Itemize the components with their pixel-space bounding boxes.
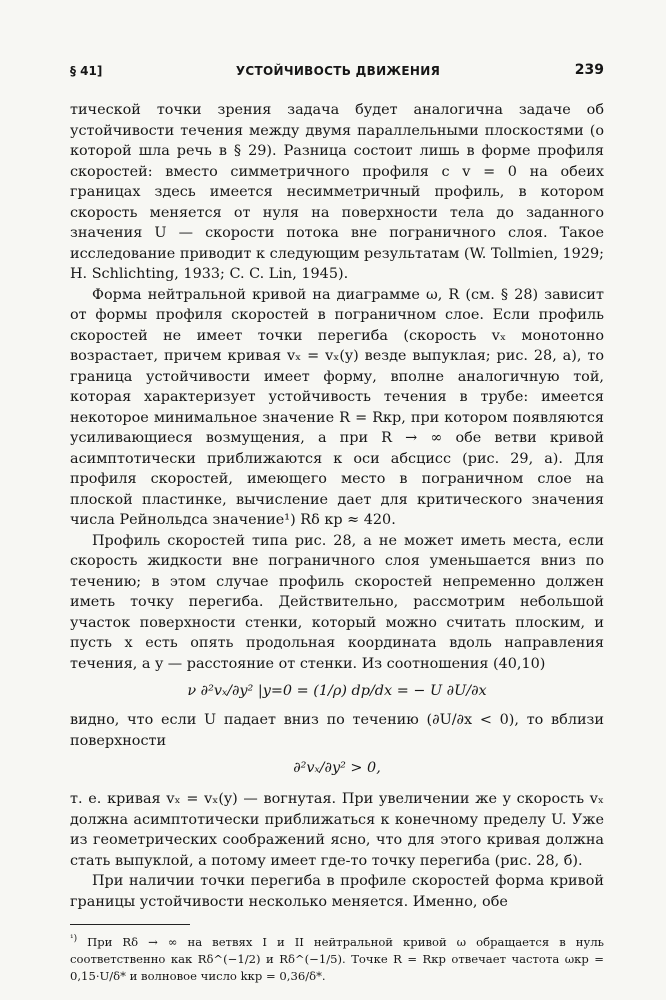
footnote-mark: ¹) [70,934,78,944]
paragraph-4: видно, что если U падает вниз по течению (∂U/∂x < 0), то вблизи поверхности [70,712,604,749]
equation-2: ∂²vₓ/∂y² > 0, [293,760,381,776]
page-body [70,100,604,985]
footnote-rule [70,924,190,925]
running-title: УСТОЙЧИВОСТЬ ДВИЖЕНИЯ [235,64,441,78]
paragraph-1: тической точки зрения задача будет аналогична задаче об устойчивости течения между двумя параллельными плоскостями (о которой шла речь в § 29). Разница состоит лишь в форме профиля скоростей: вместо симметричного профиля с v = 0 на обеих границах здесь имеется несимметричный профиль, в котором скорость меняется от нуля на поверхности тела до заданного значения U — скорости потока вне пограничного слоя. Такое исследование приводит к следующим результатам (W. Tollmien, 1929; H. Schlichting, 1933; C. C. Lin, 1945). [70,102,604,282]
running-header [70,62,606,84]
section-marker: § 41] [70,64,103,78]
equation-1: ν ∂²vₓ/∂y² |y=0 = (1/ρ) dp/dx = − U ∂U/∂x [187,683,487,699]
footnote [70,931,604,985]
paragraph-2: Форма нейтральной кривой на диаграмме ω, R (см. § 28) зависит от формы профиля скоростей в пограничном слое. Если профиль скоростей не имеет точки перегиба (скорость vₓ монотонно возрастает, причем кривая vₓ = vₓ(y) везде выпуклая; рис. 28, а), то граница устойчивости имеет форму, вполне аналогичную той, которая характеризует устойчивость течения в трубе: имеется некоторое минимальное значение R = Rкр, при котором появляются усиливающиеся возмущения, а при R → ∞ обе ветви кривой асимптотически приближаются к оси абсцисс (рис. 29, а). Для профиля скоростей, имеющего место в пограничном слое на плоской пластинке, вычисление дает для критического значения числа Рейнольдса значение¹) Rδ кр ≈ 420. [70,286,604,528]
paragraph-3: Профиль скоростей типа рис. 28, а не может иметь места, если скорость жидкости вне пограничного слоя уменьшается вниз по течению; в этом случае профиль скоростей непременно должен иметь точку перегиба. Действительно, рассмотрим небольшой участок поверхности стенки, который можно считать плоским, и пусть x есть опять продольная координата вдоль направления течения, а y — расстояние от стенки. Из соотношения (40,10) [70,532,604,672]
page-number: 239 [574,62,604,78]
paragraph-6: При наличии точки перегиба в профиле скоростей форма кривой границы устойчивости несколько меняется. Именно, обе [70,873,604,910]
footnote-text: При Rδ → ∞ на ветвях I и II нейтральной кривой ω обращается в нуль соответственно как Rδ^(−1/2) и Rδ^(−1/5). Точке R = Rкр отвечает частота ωкр = 0,15·U/δ* и волновое число kкр = 0,36/δ*. [70,934,604,983]
paragraph-5: т. е. кривая vₓ = vₓ(y) — вогнутая. При увеличении же y скорость vₓ должна асимптотически приближаться к конечному пределу U. Уже из геометрических соображений ясно, что для этого кривая должна стать выпуклой, а потому имеет где-то точку перегиба (рис. 28, б). [70,791,604,869]
